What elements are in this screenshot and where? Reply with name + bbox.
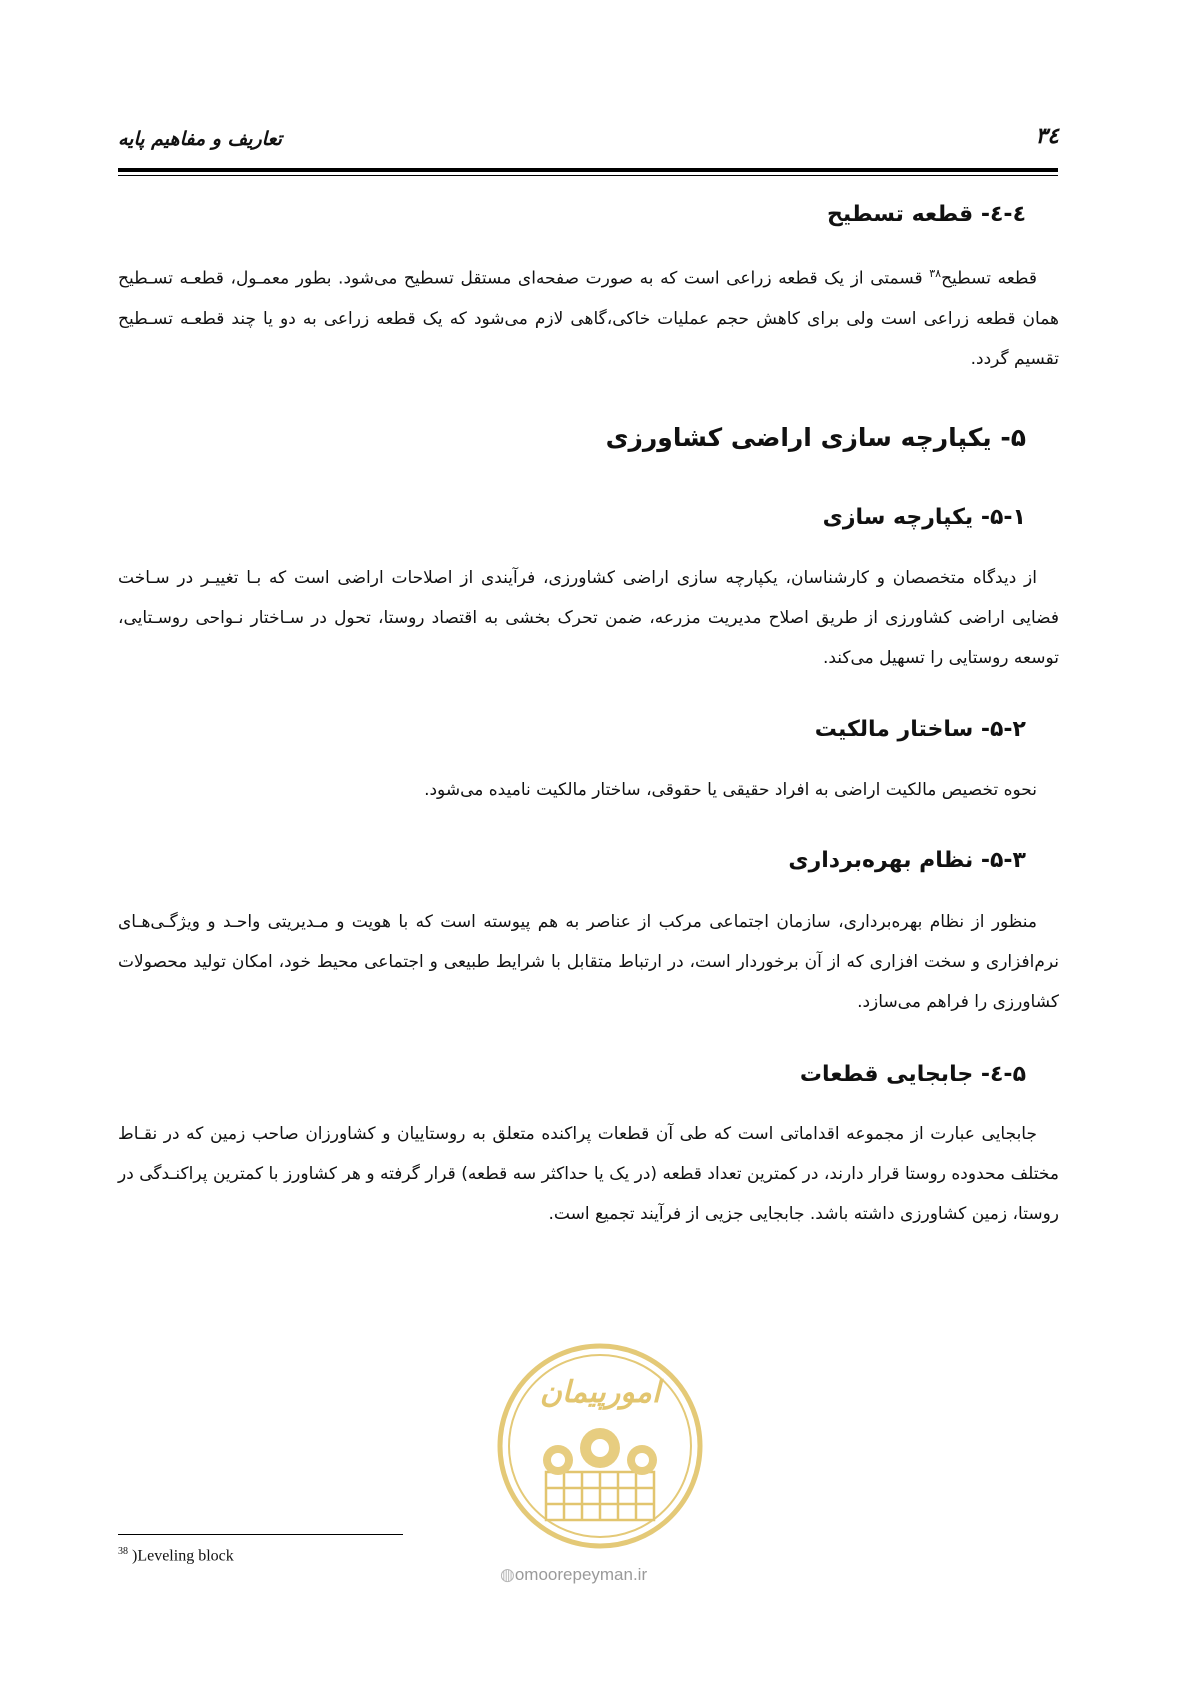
section-heading-5-2: ۵-۲- ساختار مالکیت [814, 717, 1026, 742]
running-header-title: تعاریف و مفاهیم پایه [118, 128, 282, 150]
paragraph-text: قسمتی از یک قطعه زراعی است که به صورت صفحه‌ای مستقل تسطیح می‌شود. بطور معمـول، قطعـه تسـطیح همان قطعه زراعی است ولی برای کاهش حجم عملیات خاکی،گاهی لازم می‌شود که یک قطعه زراعی به دو یا چند قطعـه تسـطیح تقسیم گردد. [118, 268, 1059, 369]
paragraph-ownership [118, 770, 1059, 810]
paragraph-leveling-block [118, 254, 1059, 379]
footnote-rule [118, 1534, 403, 1535]
footnote-number: 38 [118, 1546, 128, 1557]
paragraph-text: از دیدگاه متخصصان و کارشناسان، یکپارچه سازی اراضی کشاورزی، فرآیندی از اصلاحات اراضی است که بـا تغییـر در سـاخت فضایی اراضی کشاورزی از طریق اصلاح مدیریت مزرعه، ضمن تحرک بخشی به اقتصاد روستا، تحول در سـاختار نـواحی روسـتایی، توسعه روستایی را تسهیل می‌کند. [118, 568, 1059, 668]
section-heading-5: ۵- یکپارچه سازی اراضی کشاورزی [605, 423, 1026, 452]
paragraph-text: نحوه تخصیص مالکیت اراضی به افراد حقیقی یا حقوقی، ساختار مالکیت نامیده می‌شود. [424, 780, 1037, 800]
header-rule [118, 168, 1058, 172]
seal-logo [494, 1340, 706, 1552]
paragraph-text: جابجایی عبارت از مجموعه اقداماتی است که طی آن قطعات پراکنده متعلق به روستاییان و کشاورزان صاحب زمین که در نقـاط مختلف محدوده روستا قرار دارند، در کمترین تعداد قطعه (در یک یا حداکثر سه قطعه) قرار گرفته و هر کشاورز با کمترین پراکنـدگی در روستا، زمین کشاورزی داشته باشد. جابجایی جزیی از فرآیند تجمیع است. [118, 1124, 1059, 1224]
footnote-text: )Leveling block [132, 1547, 234, 1565]
header-rule-thin [118, 175, 1058, 176]
paragraph-exploitation-system [118, 902, 1059, 1022]
term: قطعه تسطیح [941, 268, 1037, 289]
globe-icon: ◍ [500, 1565, 515, 1584]
section-heading-5-4: ۵-٤- جابجایی قطعات [799, 1062, 1026, 1087]
page-number: ۳٤ [1035, 124, 1059, 149]
svg-text:امورپیمان: امورپیمان [539, 1375, 661, 1410]
section-heading-5-1: ۵-۱- یکپارچه سازی [822, 505, 1026, 530]
footnote-ref: ۳۸ [929, 267, 942, 280]
section-heading-4-4: ٤-٤- قطعه تسطیح [827, 202, 1026, 227]
paragraph-relocation [118, 1114, 1059, 1234]
section-heading-5-3: ۵-۳- نظام بهره‌برداری [788, 848, 1026, 873]
paragraph-consolidation [118, 558, 1059, 678]
watermark-site: ◍omoorepeyman.ir [500, 1565, 648, 1584]
footnote [118, 1546, 234, 1565]
paragraph-text: منظور از نظام بهره‌برداری، سازمان اجتماعی مرکب از عناصر به هم پیوسته است که با هویت و مـدیریتی واحـد و ویژگـی‌هـای نرم‌افزاری و سخت افزاری که از آن برخوردار است، در ارتباط متقابل با شرایط طبیعی و اجتماعی محیط خود، امکان تولید محصولات کشاورزی را فراهم می‌سازد. [118, 912, 1059, 1012]
